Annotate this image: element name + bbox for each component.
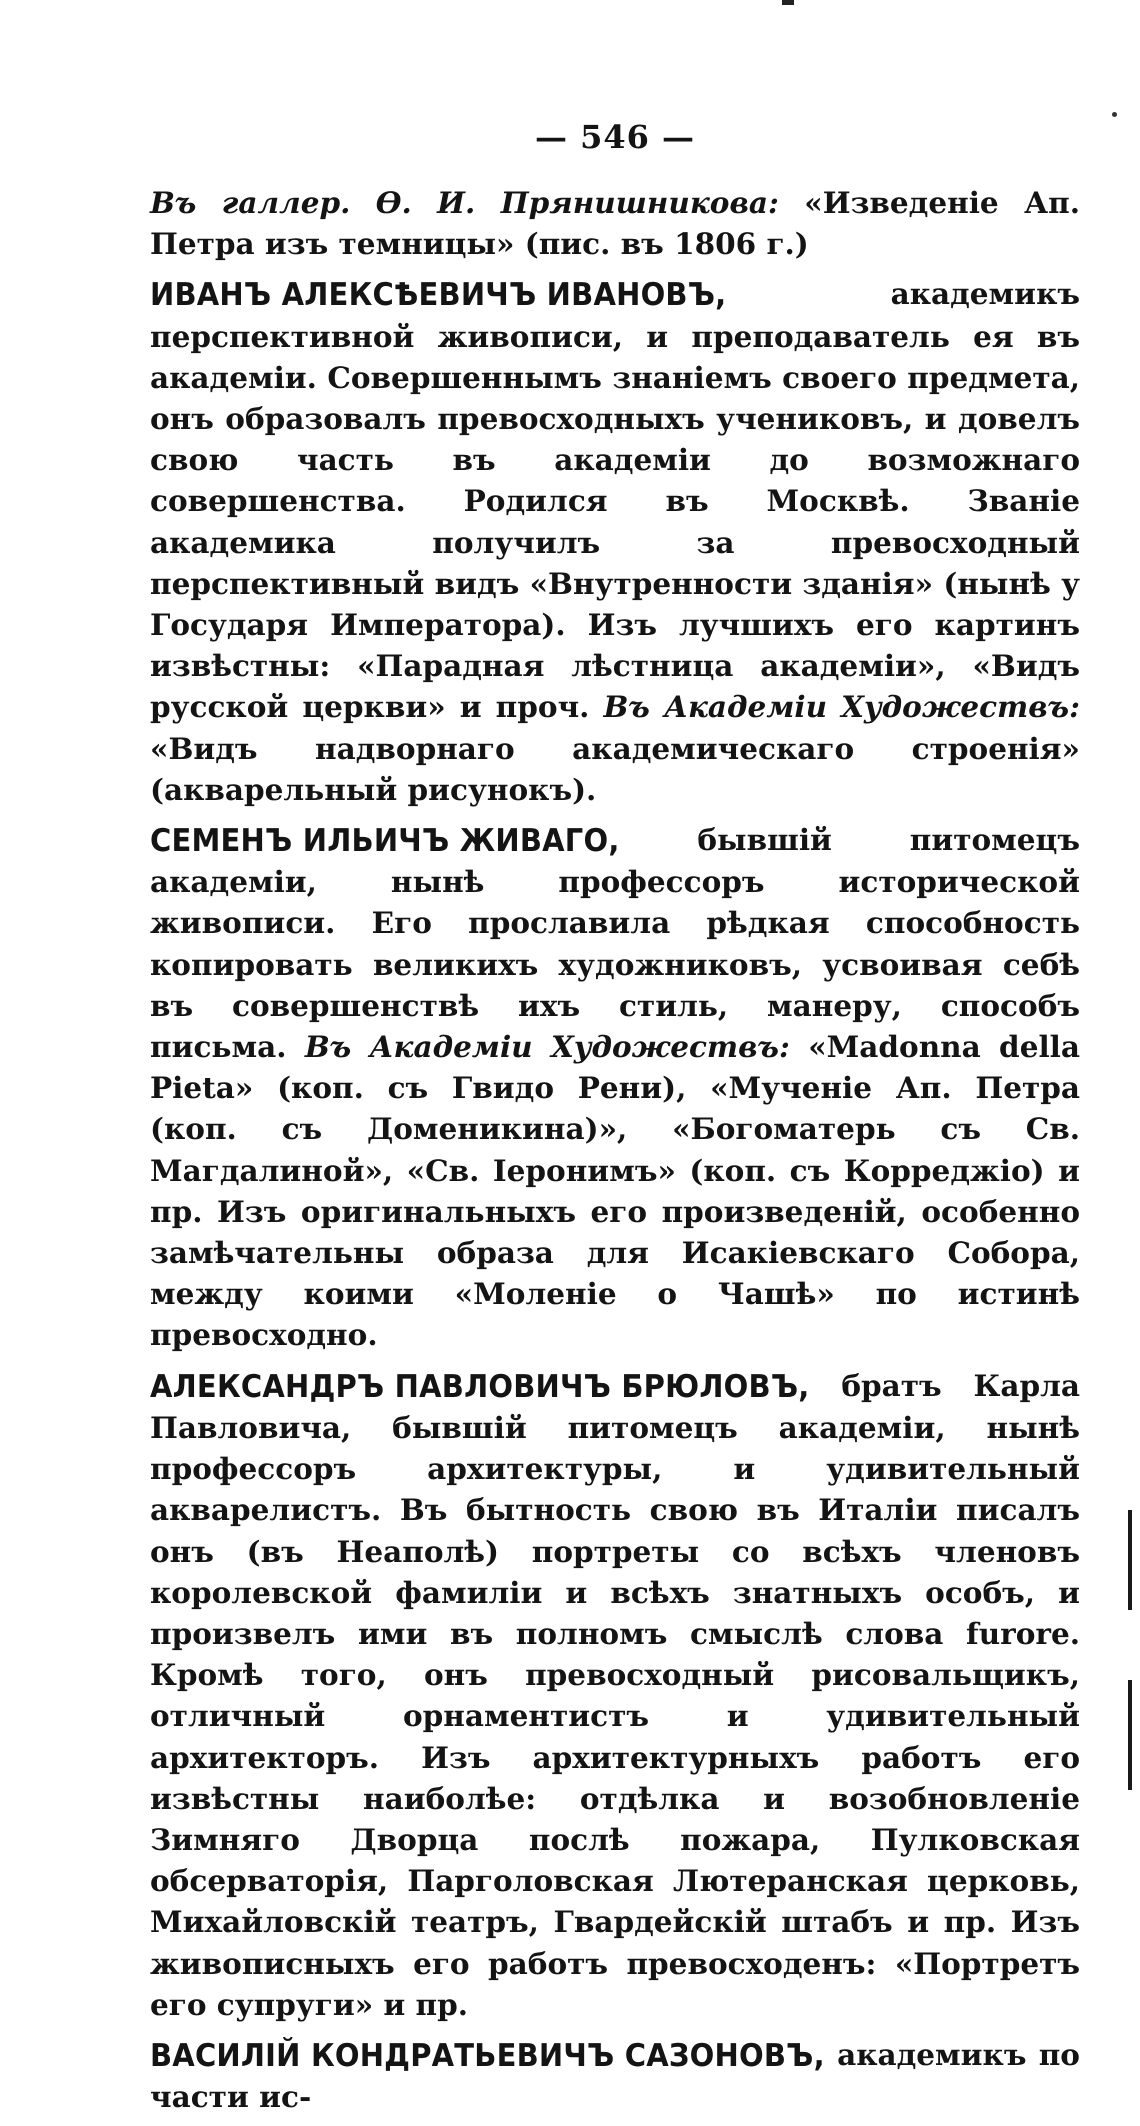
scan-speck — [1112, 112, 1117, 117]
book-page — [150, 100, 1080, 2126]
entry-text: академикъ по части ис- — [150, 2036, 1080, 2115]
page-number: — 546 — — [534, 118, 696, 156]
entry-text: бывшій питомецъ академіи, нынѣ профессоръ исторической живописи. Его прославила рѣдкая способность копировать великихъ художниковъ, усвоивая себѣ въ совершенствѣ ихъ стиль, манеру, способъ письма. — [150, 822, 1080, 1065]
entry-heading-name: АЛЕКСАНДРЪ ПАВЛОВИЧЪ БРЮЛОВЪ, — [150, 1367, 810, 1404]
entry-text: братъ Карла Павловича, бывшій питомецъ академіи, нынѣ профессоръ архитектуры, и удивительный акварелистъ. Въ бытность свою въ Италіи писалъ онъ (въ Неаполѣ) портреты со всѣхъ членовъ королевской фамиліи и всѣхъ знатныхъ особъ, и произвелъ ими въ полномъ смыслѣ слова furore. Кромѣ того, онъ превосходный рисовальщикъ, отличный орнаментистъ и удивительный архитекторъ. Изъ архитектурныхъ работъ его извѣстны наиболѣе: отдѣлка и возобновленіе Зимняго Дворца послѣ пожара, Пулковская обсерваторія, Парголовская Лютеранская церковь, Михайловскій театръ, Гвардейскій штабъ и пр. Изъ живописныхъ его работъ превосходенъ: «Портретъ его супруги» и пр. — [150, 1367, 1080, 2022]
scan-edge-rule — [1128, 1510, 1132, 1610]
entry-heading-name: ВАСИЛІЙ КОНДРАТЬЕВИЧЪ САЗОНОВЪ, — [150, 2036, 825, 2074]
paragraph-text: «Изведеніе Ап. Петра изъ темницы» (пис. въ 1806 г.) — [150, 185, 1080, 262]
entry-text: «Madonna della Pieta» (коп. съ Гвидо Рени), «Мученіе Ап. Петра (коп. съ Доменикина)», «Богоматерь съ Св. Магдалиной», «Св. Іеронимъ» (коп. съ Корреджіо) и пр. Изъ оригинальныхъ его произведеній, особенно замѣчательны образа для Исакіевскаго Собора, между коими «Моленіе о Чашѣ» по истинѣ превосходно. — [150, 1029, 1080, 1353]
entry-bryullov — [150, 1365, 1080, 2025]
entry-zhivago — [150, 819, 1080, 1356]
scan-mark — [782, 0, 794, 5]
academy-reference: Въ Академіи Художествъ: — [603, 689, 1080, 725]
gallery-reference: Въ галлер. Ѳ. И. Прянишникова: — [150, 185, 779, 220]
entry-text: академикъ перспективной живописи, и преподаватель ея въ академіи. Совершеннымъ знаніемъ своего предмета, онъ образовалъ превосходныхъ учениковъ, и довелъ свою часть въ академіи до возможнаго совершенства. Родился въ Москвѣ. Званіе академика получилъ за превосходный перспективный видъ «Внутренности зданія» (нынѣ у Государя Императора). Изъ лучшихъ его картинъ извѣстны: «Парадная лѣстница академіи», «Видъ русской церкви» и проч. — [150, 276, 1080, 725]
entry-ivanov — [150, 273, 1080, 810]
academy-reference: Въ Академіи Художествъ: — [304, 1029, 790, 1065]
entry-text: «Видъ надворнаго академическаго строенія» (акварельный рисунокъ). — [150, 730, 1080, 807]
paragraph-pryanishnikov-gallery — [150, 182, 1080, 264]
entry-sazonov — [150, 2034, 1080, 2117]
scan-edge-rule — [1128, 1680, 1132, 1790]
entry-heading-name: ИВАНЪ АЛЕКСѢЕВИЧЪ ИВАНОВЪ, — [150, 275, 727, 313]
entry-heading-name: СЕМЕНЪ ИЛЬИЧЪ ЖИВАГО, — [150, 821, 620, 859]
